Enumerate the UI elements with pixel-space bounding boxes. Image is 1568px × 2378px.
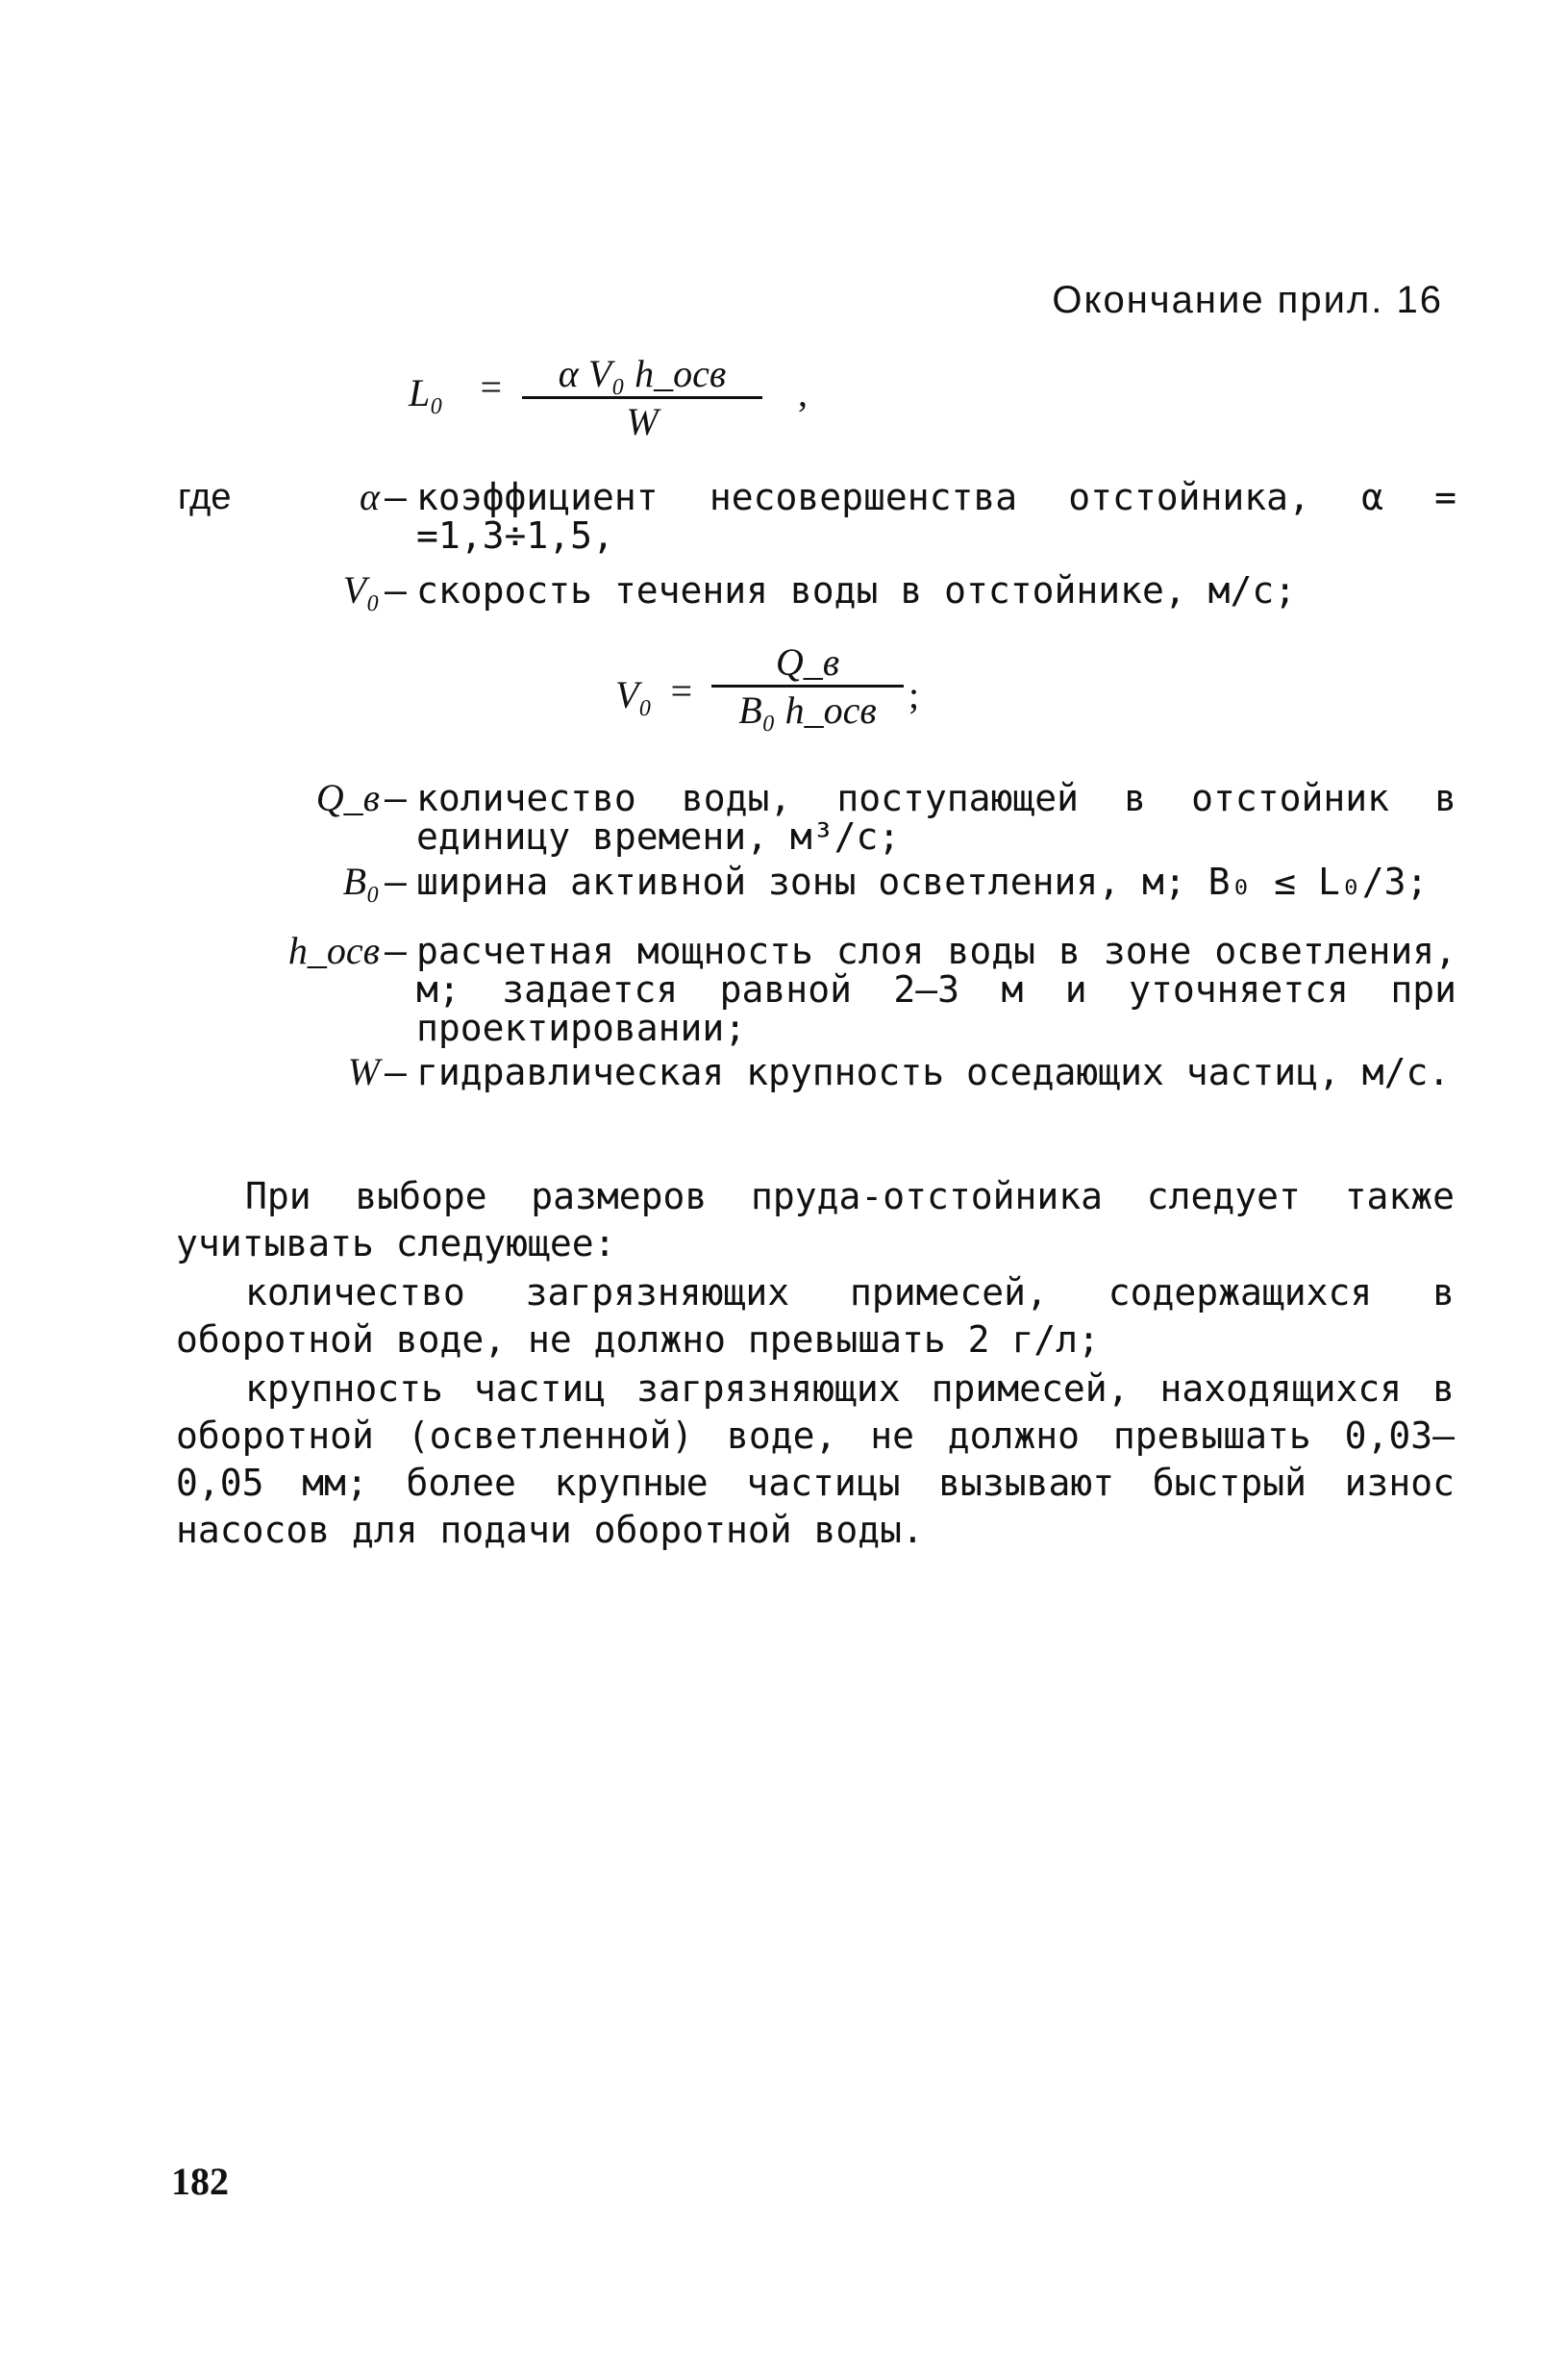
definition-text: коэффициент несовершенства отстойника, α = =1,3÷1,5,: [416, 476, 1456, 557]
paragraph: При выборе размеров пруда-отстойника следует также учитывать следующее:: [176, 1175, 1455, 1264]
formula-fraction: [711, 639, 904, 733]
definition-symbol: B₀: [342, 860, 380, 903]
appendix-continuation-note: Окончание прил. 16: [1052, 279, 1443, 321]
formula-numerator: α V₀ h_осв: [522, 351, 762, 399]
definition-symbol: Q_в: [315, 776, 380, 819]
definition-dash: –: [385, 777, 407, 819]
formula-equals: =: [478, 365, 504, 409]
definition-symbol: h_осв: [287, 929, 380, 972]
paragraph: крупность частиц загрязняющих примесей, находящихся в оборотной (осветленной) воде, не должно превышать 0,03–0,05 мм; более крупные частицы вызывают быстрый износ насосов для подачи оборотной воды.: [176, 1367, 1455, 1551]
formula-lhs: V₀: [615, 673, 653, 716]
formula-denominator: W: [626, 400, 659, 443]
definition-symbol: W: [347, 1050, 380, 1093]
paragraph: количество загрязняющих примесей, содержащихся в оборотной воде, не должно превышать 2 г/л;: [176, 1271, 1455, 1361]
formula-denominator: B₀ h_осв: [738, 688, 877, 732]
formula-equals: =: [668, 669, 694, 713]
definition-symbol: α: [360, 475, 380, 518]
definition-symbol: V₀: [342, 568, 380, 612]
formula-lhs: L₀: [409, 371, 444, 414]
formula-punctuation: ,: [798, 371, 808, 414]
where-word: где: [178, 477, 232, 517]
definition-text: количество воды, поступающей в отстойник в единицу времени, м³/с;: [416, 777, 1456, 858]
definition-text: гидравлическая крупность оседающих частиц, м/с.: [416, 1051, 1451, 1093]
formula-flow-velocity: [615, 639, 942, 755]
definition-dash: –: [385, 1051, 407, 1093]
formula-punctuation: ;: [908, 673, 920, 716]
definition-text: расчетная мощность слоя воды в зоне осветления, м; задается равной 2–3 м и уточняется при проектировании;: [416, 930, 1456, 1049]
formula-settling-length: [409, 351, 985, 457]
formula-numerator: Q_в: [711, 639, 904, 688]
definition-dash: –: [385, 930, 407, 972]
definition-text: ширина активной зоны осветления, м; B₀ ≤ L₀/3;: [416, 861, 1429, 903]
page-number: 182: [171, 2160, 229, 2203]
definition-dash: –: [385, 569, 407, 612]
definition-dash: –: [385, 861, 407, 903]
body-text: [176, 1173, 1455, 1554]
formula-fraction: [522, 351, 762, 444]
definition-dash: –: [385, 476, 407, 518]
definition-text: скорость течения воды в отстойнике, м/с;: [416, 569, 1297, 612]
